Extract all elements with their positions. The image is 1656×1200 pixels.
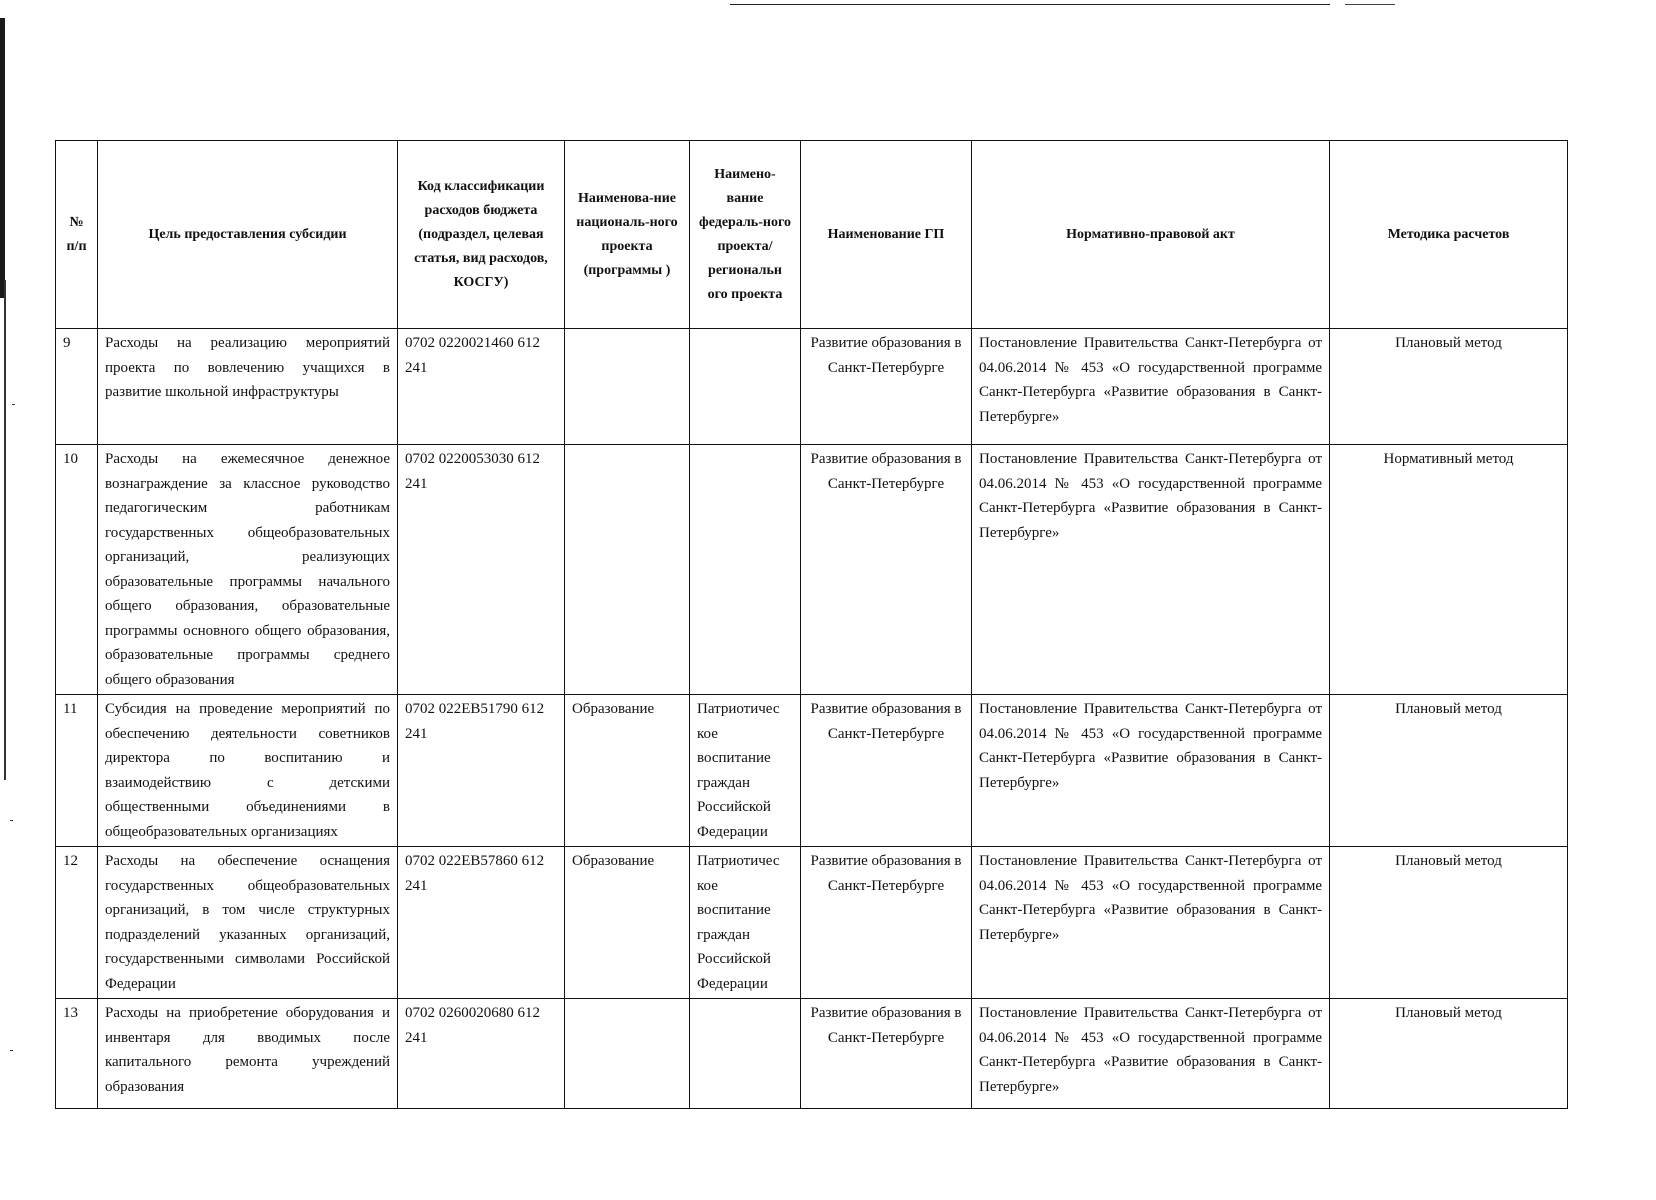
- row-method: Плановый метод: [1330, 695, 1568, 847]
- row-gp: Развитие образования в Санкт-Петербурге: [801, 999, 972, 1109]
- header-method: Методика расчетов: [1330, 141, 1568, 329]
- row-act: Постановление Правительства Санкт-Петербурга от 04.06.2014 № 453 «О государственной программе Санкт-Петербурга «Развитие образования в Санкт-Петербурге»: [972, 445, 1330, 695]
- header-national-project: Наименова-ние националь-ного проекта (программы ): [565, 141, 690, 329]
- row-num: 13: [56, 999, 98, 1109]
- row-gp: Развитие образования в Санкт-Петербурге: [801, 329, 972, 445]
- row-act: Постановление Правительства Санкт-Петербурга от 04.06.2014 № 453 «О государственной программе Санкт-Петербурга «Развитие образования в Санкт-Петербурге»: [972, 999, 1330, 1109]
- table-row: [56, 999, 1568, 1109]
- row-gp: Развитие образования в Санкт-Петербурге: [801, 445, 972, 695]
- row-national: [565, 329, 690, 445]
- row-goal: Расходы на ежемесячное денежное вознаграждение за классное руководство педагогическим работникам государственных общеобразовательных организаций, реализующих образовательные программы начального общего образования, образовательные программы основного общего образования, образовательные программы среднего общего образования: [98, 445, 398, 695]
- header-federal-project: Наимено-вание федераль-ного проекта/ региональн ого проекта: [690, 141, 801, 329]
- row-code: 0702 022EB57860 612 241: [398, 847, 565, 999]
- header-code: Код классификации расходов бюджета (подраздел, целевая статья, вид расходов, КОСГУ): [398, 141, 565, 329]
- row-national: [565, 999, 690, 1109]
- row-num: 10: [56, 445, 98, 695]
- row-method: Нормативный метод: [1330, 445, 1568, 695]
- header-goal: Цель предоставления субсидии: [98, 141, 398, 329]
- row-method: Плановый метод: [1330, 329, 1568, 445]
- scan-dot: [10, 820, 13, 821]
- scan-edge-mark: [0, 18, 5, 298]
- row-code: 0702 022EB51790 612 241: [398, 695, 565, 847]
- row-gp: Развитие образования в Санкт-Петербурге: [801, 847, 972, 999]
- top-rule-line-short: [1345, 4, 1395, 5]
- row-act: Постановление Правительства Санкт-Петербурга от 04.06.2014 № 453 «О государственной программе Санкт-Петербурга «Развитие образования в Санкт-Петербурге»: [972, 329, 1330, 445]
- row-federal: Патриотичес кое воспитание граждан Российской Федерации: [690, 695, 801, 847]
- row-federal: [690, 445, 801, 695]
- table-row: [56, 445, 1568, 695]
- header-gp: Наименование ГП: [801, 141, 972, 329]
- row-code: 0702 0260020680 612 241: [398, 999, 565, 1109]
- row-goal: Расходы на приобретение оборудования и инвентаря для вводимых после капитального ремонта учреждений образования: [98, 999, 398, 1109]
- row-goal: Расходы на обеспечение оснащения государственных общеобразовательных организаций, в том числе структурных подразделений указанных организаций, государственными символами Российской Федерации: [98, 847, 398, 999]
- table-row: [56, 329, 1568, 445]
- row-num: 11: [56, 695, 98, 847]
- row-num: 9: [56, 329, 98, 445]
- row-method: Плановый метод: [1330, 999, 1568, 1109]
- row-code: 0702 0220053030 612 241: [398, 445, 565, 695]
- table-row: [56, 847, 1568, 999]
- subsidy-table: [55, 140, 1568, 1109]
- table-row: [56, 695, 1568, 847]
- header-num: № п/п: [56, 141, 98, 329]
- row-num: 12: [56, 847, 98, 999]
- row-federal: Патриотичес кое воспитание граждан Российской Федерации: [690, 847, 801, 999]
- row-act: Постановление Правительства Санкт-Петербурга от 04.06.2014 № 453 «О государственной программе Санкт-Петербурга «Развитие образования в Санкт-Петербурге»: [972, 847, 1330, 999]
- header-legal-act: Нормативно-правовой акт: [972, 141, 1330, 329]
- row-gp: Развитие образования в Санкт-Петербурге: [801, 695, 972, 847]
- scan-edge-line: [4, 280, 6, 780]
- row-goal: Субсидия на проведение мероприятий по обеспечению деятельности советников директора по воспитанию и взаимодействию с детскими общественными объединениями в общеобразовательных организациях: [98, 695, 398, 847]
- row-national: Образование: [565, 695, 690, 847]
- top-rule-line: [730, 4, 1330, 5]
- row-goal: Расходы на реализацию мероприятий проекта по вовлечению учащихся в развитие школьной инфраструктуры: [98, 329, 398, 445]
- row-code: 0702 0220021460 612 241: [398, 329, 565, 445]
- scan-dot: [12, 404, 15, 405]
- row-national: Образование: [565, 847, 690, 999]
- row-federal: [690, 999, 801, 1109]
- table-header-row: [56, 141, 1568, 329]
- row-method: Плановый метод: [1330, 847, 1568, 999]
- row-act: Постановление Правительства Санкт-Петербурга от 04.06.2014 № 453 «О государственной программе Санкт-Петербурга «Развитие образования в Санкт-Петербурге»: [972, 695, 1330, 847]
- row-federal: [690, 329, 801, 445]
- row-national: [565, 445, 690, 695]
- scan-dot: [10, 1050, 13, 1051]
